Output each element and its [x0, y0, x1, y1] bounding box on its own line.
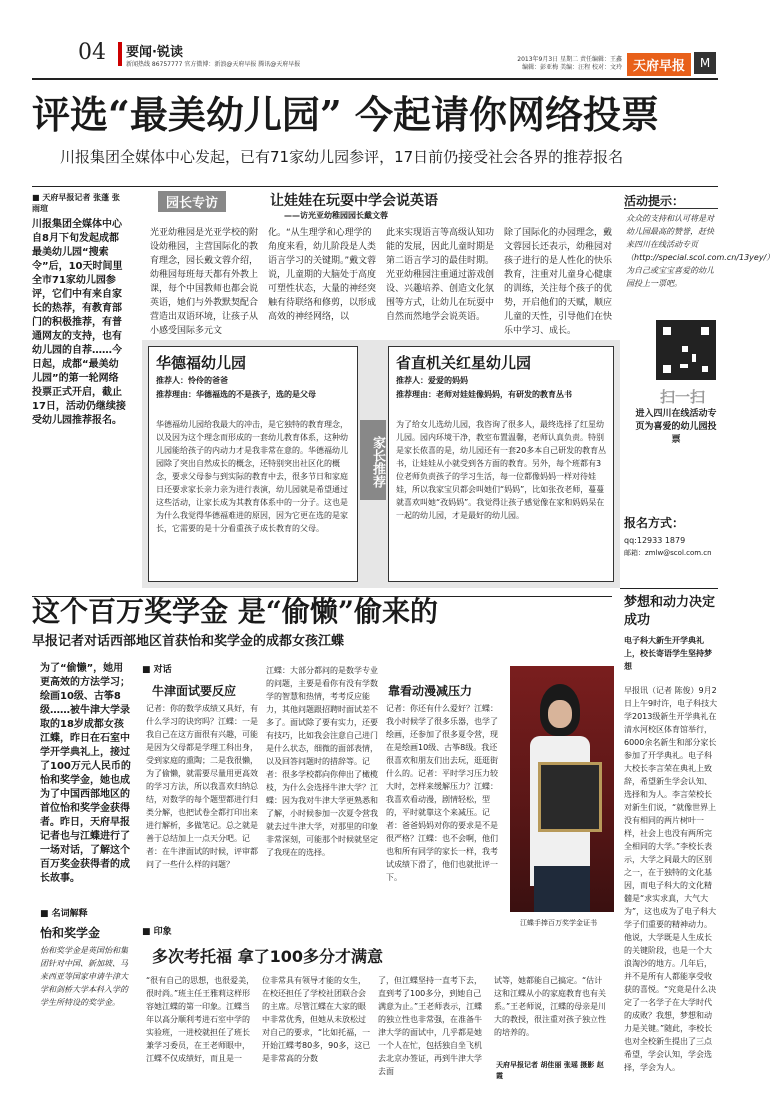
impression-title: 多次考托福 拿了100多分才满意 — [152, 947, 383, 966]
impression-col-4: 试等，她都能自己搞定。“估计这和江蝶从小的家庭教育也有关系。”王老师说，江蝶的母亲是川大的教授，很注重对孩子独立性的培养的。 — [494, 976, 607, 1037]
scan-caption: 进入四川在线活动专页为喜爱的幼儿园投票 — [635, 409, 717, 445]
sidebar2-body: 早报讯（记者 陈俊）9月2日上午9时许，电子科技大学2013级新生开学典礼在清水河校区体育馆举行，6000余名新生和部分家长参加了开学典礼。电子科大校长李言荣在典礼上致辞，希望新生学会认知、选择和为人。李言荣校长对新生们说，“就像世界上没有相同的两片树叶一样，社会上也没有两所完全相同的大学。”李校长表示，大学之间最大的区别之一，在于独特的文化基因，而电子科大的文化精髓是“求实求真，大气大为”，这也成为了电子科大学子们重要的精神动力。他说，大学既是人生成长的关键阶段，也是一个大浪淘沙的地方。几年后，并不是所有人都能享受收获的喜悦。“究竟是什么决定了一名学子在大学时代的成败？我想，梦想和动力是关键。”随此，李校长也对全校新生提出了三点希望，学会认知，学会选择，学会为人。 — [624, 686, 718, 1072]
impression-col-2: 位非常具有领导才能的女生，在校还担任了学校社团联合会的主席。尽管江蝶在大家的眼中非常优秀，但她从未放松过对自己的要求，“比如托福，一开始江蝶考80多，90多，这已是非常高的分数 — [262, 976, 371, 1063]
section-accent — [118, 42, 122, 66]
q2-title: 靠看动漫减压力 — [388, 684, 473, 698]
second-byline: 天府早报记者 胡佳丽 张瑶 摄影 赵霞 — [496, 1061, 604, 1080]
box2-reason: 推荐理由：老师对娃娃像妈妈，有研发的教育丛书 — [396, 390, 572, 399]
photo-caption: 江蝶手捧百万奖学金证书 — [520, 919, 597, 927]
box2-title: 省直机关红星幼儿园 — [396, 354, 532, 372]
explain-body: 怡和奖学金是英国怡和集团针对中国、新加坡、马来西亚等国家申请牛津大学和剑桥大学本科入学的学生所特设的奖学金。 — [40, 946, 128, 1007]
second-intro: 为了“偷懒”，她用更高效的方法学习；绘画10级、古筝8级……被牛津大学录取的18岁成都女孩江蝶，昨日在石室中学开学典礼上，接过了100万元人民币的怡和奖学金，她也成为了中国西部地区的首位怡和奖学金获得者。昨日，天府早报记者也与江蝶进行了一场对话，了解这个百万奖金获得者的成长故事。 — [40, 663, 131, 884]
box2-recommender: 推荐人：爱爱的妈妈 — [396, 376, 468, 385]
dialogue-tag: ■ 对话 — [142, 665, 172, 675]
photo-certificate — [538, 762, 602, 832]
explain-tag: ■ 名词解释 — [40, 909, 88, 919]
second-subhead: 早报记者对话西部地区首获怡和奖学金的成都女孩江蝶 — [32, 634, 345, 649]
box1-recommender: 推荐人：怜伶的爸爸 — [156, 376, 228, 385]
activity-rule — [624, 208, 718, 209]
q1-col2: 江蝶：大部分都问的是数学专业的问题，主要是看你有没有学数学的智慧和热情，考考反应能力，其他问题跟招聘时面试差不多了。面试除了要有实力，还要有技巧，比如我会注意自己进门是什么状态，细微的面部表情，以及回答问题时的措辞等。记者：很多学校都向你伸出了橄榄枝，为什么会选择牛津大学？江蝶：因为我对牛津大学更熟悉和了解，小时候参加一次夏令营我就去过牛津大学，对那里的印象非常深刻，可能那个时候就坚定了我现在的选择。 — [266, 666, 378, 857]
interview-tag: 园长专访 — [158, 191, 226, 212]
qr-code-icon — [656, 320, 716, 380]
impression-tag: ■ 印象 — [142, 927, 172, 937]
impression-col-3: 了，但江蝶坚持一直考下去，直到考了100多分，到她自己满意为止。”王老师表示，江蝶的独立性也非常强，在准备牛津大学的面试中，几乎都是她一个人在忙，包括独自坐飞机去北京办签证，再到牛津大学去面 — [378, 976, 483, 1076]
interview-col-3: 此来实现语言等高级认知功能的发展，因此儿童时期是第二语言学习的最佳时期。光亚幼稚园注重通过游戏创设、兴趣培养、创造文化氛围等方式，让幼儿在玩耍中自然而然地学会说英语。 — [386, 228, 495, 322]
section-title: 要闻·锐读 — [126, 45, 183, 60]
parent-tag: 家长推荐 — [360, 420, 386, 500]
q1-title: 牛津面试要反应 — [152, 684, 237, 698]
lead-byline: ■ 天府早报记者 张蓬 张雨瑄 — [32, 193, 120, 213]
box1-reason: 推荐理由：华德福选的不是孩子，选的是父母 — [156, 390, 316, 399]
signup-email: 邮箱：zmlw@scol.com.cn — [624, 549, 712, 557]
impression-col-1: “很有自己的思想，也很爱美，很时尚。”班主任王雅莉这样形容她江蝶的第一印象。江蝶当年以高分顺利考进石室中学的实验班，一进校就担任了班长兼学习委员，在王老师眼中，江蝶不仅成绩好，而且是一 — [146, 976, 255, 1063]
sidebar2-rule — [620, 588, 718, 589]
photo-skirt — [534, 866, 590, 912]
lead-subhead: 川报集团全媒体中心发起，已有71家幼儿园参评，17日前仍接受社会各界的推荐报名 — [60, 148, 624, 166]
lead-intro: 川报集团全媒体中心自8月下旬发起成都最美幼儿园“搜索令”后，10天时间里全市71家幼儿园参评，它们中有来自家长的热荐，有教育部门的积极推荐，有普通网友的支持，也有幼儿园的自荐……今日起，成都“最美幼儿园”的第一轮网络投票正式开启，截止17日，活动仍继续接受幼儿园推荐报名。 — [32, 219, 126, 426]
newspaper-logo-icon: M — [694, 52, 716, 74]
sidebar2-title: 梦想和动力决定成功 — [624, 595, 716, 628]
photo-face — [548, 700, 572, 728]
second-headline: 这个百万奖学金 是“偷懒”偷来的 — [32, 595, 438, 628]
issue-meta: 2013年9月3日 星期二 责任编辑：王鑫 编辑：彭亚梅 美编：汪程 校对：文玲 — [517, 56, 622, 71]
sidebar2-subtitle: 电子科大新生开学典礼上，校长寄语学生坚持梦想 — [624, 636, 712, 671]
scan-label: 扫一扫 — [660, 388, 706, 406]
header-rule — [32, 78, 718, 80]
q1-col1: 记者：你的数学成绩又具好，有什么学习的诀窍吗？江蝶：一是我自己在这方面很有兴趣，可能是因为父母都是学理工科出身，受到家庭的熏陶；二是我很懒，为了偷懒，就需要尽量用更高效的学习方法，所以我喜欢归纳总结，对数学的每个题型都进行归类分解，也把试卷全都打印出来进行解析，多做笔记。总之就是善于总结加上一点天分吧。记者：在牛津面试的时候，评审都问了一些什么样的问题？ — [146, 704, 258, 869]
box2-body: 为了给女儿选幼儿园，我咨询了很多人，最终选择了红星幼儿园。园内环境干净，教室布置温馨，老师认真负责。特别是家长侬喜的是，幼儿园还有一套20多本自己研发的教育丛书，让娃娃从小就受到各方面的教育。另外，每个班都有3位老师负责孩子的学习生活，每一位都像妈妈一样对待娃娃，所以我家宝贝都会叫她们“妈妈”，比如张孜老师，蔓蔓就喜欢叫她“孜妈妈”。我觉得让孩子感觉像在家和妈妈呆在一起的幼儿园，才是最好的幼儿园。 — [396, 420, 607, 520]
page-number: 04 — [78, 40, 106, 65]
student-photo — [510, 666, 614, 912]
interview-col-1: 光亚幼稚园是光亚学校的附设幼稚园，主营国际化的教育理念，园长戴文蓉介绍，幼稚园每班每天都有外教上课，每个中国教师也都会说英语，她们与外教默契配合营造出双语环境，让孩子从小感受国际多元文 — [150, 228, 259, 336]
signup-title: 报名方式： — [624, 516, 685, 530]
interview-title: 让娃娃在玩耍中学会说英语 — [270, 193, 438, 209]
lead-headline: 评选“最美幼儿园” 今起请你网络投票 — [32, 92, 659, 137]
contacts: 新闻热线 86757777 官方微博：新浪@天府早报 腾讯@天府早报 — [126, 61, 301, 68]
lead-rule — [32, 186, 718, 187]
brand-logo: 天府早报 — [627, 53, 691, 76]
signup-qq: qq:12933 1879 — [624, 536, 686, 545]
box1-title: 华德福幼儿园 — [156, 354, 247, 372]
interview-subtitle: ——访光亚幼稚园园长戴文蓉 — [284, 211, 388, 220]
q2-body: 记者：你还有什么爱好？江蝶：我小时候学了很多乐器，也学了绘画，还参加了很多夏令营，现在是绘画10级、古筝8级。我还很喜欢和朋友们出去玩，逛逛街什么的。记者：平时学习压力较大时，怎样来缓解压力？江蝶：我喜欢看动漫，剧情轻松，型的，平时就靠这个来减压。记者：爸爸妈妈对你的要求是不是很严格？江蝶：也不会啊，他们也和所有同学的家长一样，我考试成绩下滑了，他们也就批评一下。 — [386, 704, 498, 882]
activity-body: 众众的支持和认可将是对幼儿园最高的赞誉，赶快来四川在线活动专页（http://special.scol.com.cn/13yey/）为自己或宝宝喜爱的幼儿园投上一票吧。 — [626, 214, 774, 288]
explain-title: 怡和奖学金 — [40, 926, 101, 940]
interview-col-4: 除了国际化的办园理念，戴文蓉园长还表示，幼稚园对孩子进行的是人性化的快乐教育，注重对儿童身心健康的训练，关注每个孩子的优势，开启他们的天赋，顺应儿童的天性，引导他们在快乐中学习、成长。 — [504, 228, 613, 336]
box1-body: 华德福幼儿园给我最大的冲击，是它独特的教育理念，以及因为这个理念而形成的一套幼儿教育体系，这种幼儿园能给孩子的内动力才是我非常在意的。华德福幼儿园除了突出自然成长的概念，还特别突出社区化的概念，要求父母参与到实际的教育中去，很多节日和家庭日还要求家长亲力亲为进行表演，幼儿园就是希望通过这些活动，让家长成为其教育体系中的一分子。这也是为什么我觉得华德福难进的原因，因为它更在选的是家长，它需要的是十分看重孩子成长教育的父母。 — [156, 420, 348, 533]
interview-col-2: 化。“从生理学和心理学的角度来看，幼儿阶段是人类语言学习的关键期。”戴文蓉说，儿童期的大脑处于高度可塑性状态，大量的神经突触有待联络和修剪，以形成高效的神经网络，以 — [268, 228, 377, 322]
activity-title: 活动提示： — [624, 194, 685, 208]
